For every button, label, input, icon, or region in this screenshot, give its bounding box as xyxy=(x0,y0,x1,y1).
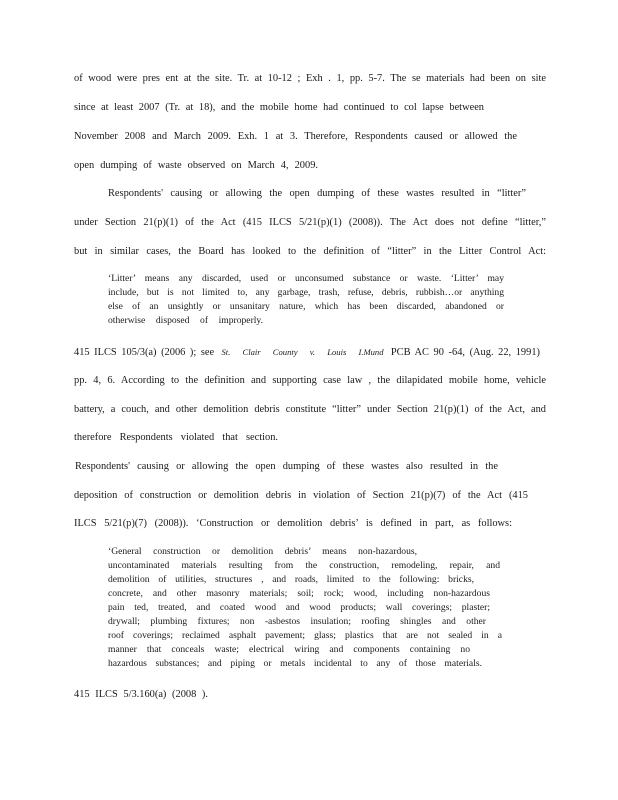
quote-2-line-9: hazardous substances; and piping or metals incidental to any of those materials. xyxy=(108,658,482,669)
paragraph-3-line-1 xyxy=(74,345,540,360)
paragraph-4-line-2: deposition of construction or demolition debris in violation of Section 21(p)(7) of the Act (415 xyxy=(74,490,528,501)
paragraph-2-line-3: but in similar cases, the Board has looked to the definition of “litter” in the Litter Control Act: xyxy=(74,246,546,257)
quote-1-line-2: include, but is not limited to, any garbage, trash, refuse, debris, rubbish…or anything xyxy=(108,287,504,298)
paragraph-1-line-3: November 2008 and March 2009. Exh. 1 at 3. Therefore, Respondents caused or allowed the xyxy=(74,131,517,142)
quote-2-line-6: drywall; plumbing fixtures; non -asbestos insulation; roofing shingles and other xyxy=(108,616,486,627)
paragraph-1-line-1: of wood were pres ent at the site. Tr. at 10-12 ; Exh . 1, pp. 5-7. The se materials had been on site xyxy=(74,73,546,84)
quote-2-line-1: ‘General construction or demolition debris’ means non-hazardous, xyxy=(108,546,417,557)
paragraph-3-line-4: therefore Respondents violated that section. xyxy=(74,432,278,443)
paragraph-4-line-3: ILCS 5/21(p)(7) (2008)). ‘Construction or demolition debris’ is defined in part, as follows: xyxy=(74,518,512,529)
paragraph-2-line-1: Respondents' causing or allowing the open dumping of these wastes resulted in “litter” xyxy=(108,188,526,199)
paragraph-1-line-2: since at least 2007 (Tr. at 18), and the mobile home had continued to col lapse between xyxy=(74,102,484,113)
paragraph-3-line-3: battery, a couch, and other demolition debris constitute “litter” under Section 21(p)(1) of the Act, and xyxy=(74,404,546,415)
quote-2-line-4: concrete, and other masonry materials; soil; rock; wood, including non-hazardous xyxy=(108,588,490,599)
quote-2-line-7: roof coverings; reclaimed asphalt pavement; glass; plastics that are not sealed in a xyxy=(108,630,502,641)
paragraph-3-line-2: pp. 4, 6. According to the definition and supporting case law , the dilapidated mobile home, vehicle xyxy=(74,375,546,386)
quote-2-line-2: uncontaminated materials resulting from the construction, remodeling, repair, and xyxy=(108,560,500,571)
quote-2-line-8: manner that conceals waste; electrical wiring and components containing no xyxy=(108,644,470,655)
case-citation-st-clair-county: St. Clair County v. Louis I.Mund xyxy=(221,347,384,357)
paragraph-2-line-2: under Section 21(p)(1) of the Act (415 ILCS 5/21(p)(1) (2008)). The Act does not define “litter,” xyxy=(74,217,546,228)
quote-2-line-5: pain ted, treated, and coated wood and wood products; wall coverings; plaster; xyxy=(108,602,490,613)
quote-1-line-4: otherwise disposed of improperly. xyxy=(108,315,263,326)
quote-1-line-3: else of an unsightly or unsanitary nature, which has been discarded, abandoned or xyxy=(108,301,504,312)
statute-citation: 415 ILCS 5/3.160(a) (2008 ). xyxy=(74,689,208,700)
paragraph-4-line-1: Respondents' causing or allowing the open dumping of these wastes also resulted in the xyxy=(75,461,498,472)
quote-1-line-1: ‘Litter’ means any discarded, used or unconsumed substance or waste. ‘Litter’ may xyxy=(108,273,504,284)
citation-litter-control-act: 415 ILCS 105/3(a) (2006 ); see xyxy=(74,347,219,358)
quote-2-line-3: demolition of utilities, structures , and roads, limited to the following: bricks, xyxy=(108,574,474,585)
paragraph-1-line-4: open dumping of waste observed on March 4, 2009. xyxy=(74,160,318,171)
case-citation-docket: PCB AC 90 -64, (Aug. 22, 1991) xyxy=(386,347,540,358)
